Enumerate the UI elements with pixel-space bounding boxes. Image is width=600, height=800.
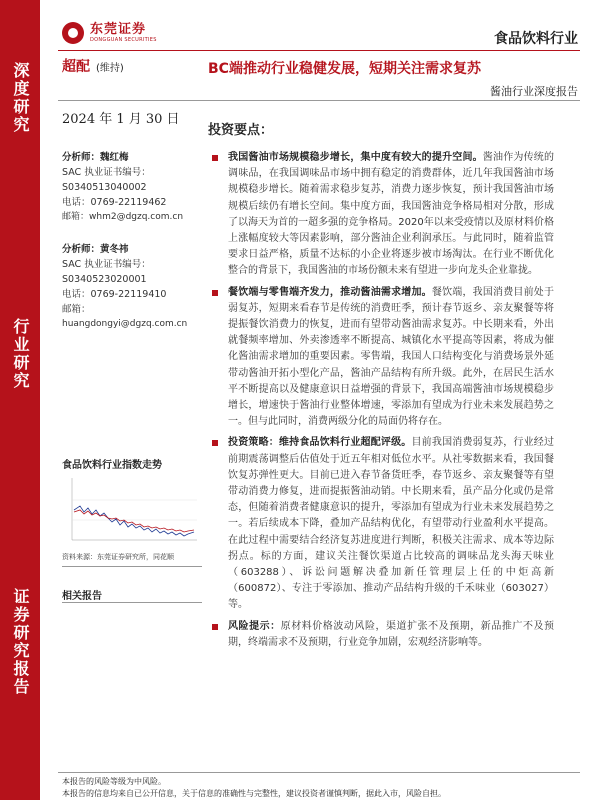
point-text: 餐饮端，我国消费目前处于弱复苏，短期来看春节是传统的消费旺季，预计春节返乡、亲友聚餐等将提振餐饮消费力的恢复，进而有望带动酱油需求复苏。中长期来看，外出就餐频率增加、外卖渗透率不断提高、城镇化水平提高等因素，将成为催化酱油需求增加的重要因素。零售端，我国人口结构变化与消费场景外延带动酱油开拓小型化产品，酱油产品结构有所升级。此外，在居民生活水平不断提高以及健康意识日益增强的背景下，我国高端酱油市场规模稳步增长，增速快于酱油行业整体增速，零添加有望成为行业未来发展趋势之一。但与此同时，消费两级分化的局面仍将存在。 — [228, 286, 555, 428]
invest-point — [208, 435, 554, 613]
side-label-industry-research: 行业研究 — [11, 318, 30, 390]
title-rule — [58, 100, 580, 101]
report-type: 酱油行业深度报告 — [490, 85, 578, 98]
bullet-icon — [212, 155, 218, 161]
analyst-email[interactable]: huangdongyi@dgzq.com.cn — [62, 319, 188, 329]
invest-points — [208, 150, 554, 656]
report-date: 2024 年 1 月 30 日 — [62, 112, 180, 127]
point-lead: 风险提示： — [228, 620, 281, 632]
invest-point — [208, 285, 554, 431]
header-rule — [58, 50, 580, 51]
analyst-cert-label: SAC 执业证书编号： — [62, 167, 151, 178]
brand-name-cn: 东莞证券 — [90, 21, 147, 37]
analyst-card — [62, 150, 202, 225]
bullet-icon — [212, 290, 218, 296]
analyst-phone: 电话：0769-22119462 — [62, 197, 167, 208]
brand-name-en: DONGGUAN SECURITIES — [90, 36, 157, 43]
analyst-email-label: 邮箱： — [62, 304, 91, 315]
brand-logo-icon — [62, 22, 84, 44]
chart-source: 资料来源：东莞证券研究所，同花顺 — [62, 553, 174, 561]
analyst-name: 魏红梅 — [100, 152, 129, 163]
analyst-phone: 电话：0769-22119410 — [62, 289, 167, 300]
rating-note: (维持) — [96, 63, 124, 74]
side-label-securities-report: 证券研究报告 — [11, 588, 30, 696]
chart-series-industry — [74, 506, 194, 536]
point-lead: 我国酱油市场规模稳步增长，集中度有较大的提升空间。 — [228, 152, 483, 163]
industry-label: 食品饮料行业 — [494, 31, 578, 47]
index-trend-chart — [62, 470, 202, 552]
analyst-cert: S0340523020001 — [62, 274, 147, 285]
bullet-icon — [212, 624, 218, 630]
footer-risk-level: 本报告的风险等级为中风险。 — [62, 777, 166, 786]
invest-point — [208, 619, 554, 651]
point-lead: 投资策略：维持食品饮料行业超配评级。 — [228, 437, 412, 449]
analyst-cert: S0340513040002 — [62, 182, 147, 193]
analyst-email[interactable]: whm2@dgzq.com.cn — [89, 212, 184, 222]
point-text: 酱油作为传统的调味品，在我国调味品市场中拥有稳定的消费群体，近几年我国酱油市场规模稳步增长。随着需求稳步复苏，消费力逐步恢复，预计我国酱油市场规模后续仍有增长空间。集中度方面，我国酱油竞争格局相对分散，形成了以海天为首的一超多强的竞争格局。2020年以来受疫情以及原材料价格上涨幅度较大等因素影响，部分酱油企业利润承压。与此同时，随着监管要求日益严格，质量不达标的小企业将逐步被市场淘汰。在行业不断优化整合的背景下，我国酱油的市场份额未来有望进一步向龙头企业靠拢。 — [228, 152, 555, 277]
footer-disclaimer: 本报告的信息均来自已公开信息，关于信息的准确性与完整性，建议投资者谨慎判断，据此入市，风险自担。 — [62, 789, 446, 798]
rating — [62, 56, 124, 76]
bullet-icon — [212, 440, 218, 446]
invest-heading: 投资要点： — [208, 123, 274, 138]
related-reports-heading: 相关报告 — [62, 591, 102, 602]
report-title: BC端推动行业稳健发展，短期关注需求复苏 — [208, 61, 481, 77]
brand-logo — [62, 22, 157, 44]
analyst-name-label: 分析师： — [62, 152, 101, 163]
related-rule — [62, 602, 202, 603]
side-label-deep-research: 深度研究 — [11, 62, 30, 134]
analyst-name-label: 分析师： — [62, 244, 101, 255]
footer — [62, 776, 582, 800]
footer-rule — [58, 772, 580, 773]
point-text: 目前我国消费弱复苏，行业经过前期震荡调整后估值处于近五年相对低位水平。从社零数据来看，我国餐饮复苏弹性更大。目前已进入春节备货旺季，春节返乡、亲友聚餐等有望带动消费力修复，进而提振酱油动销。中长期来看，虽产品分化或仍是常态，但随着消费者健康意识的提升，零添加有望成为行业未来发展趋势之一。若后续成本下降，叠加产品结构优化，有望带动行业盈利水平提高。在此过程中需要结合经济复苏进度进行判断，积极关注需求、成本等边际拐点。标的方面，建议关注餐饮渠道占比较高的调味品龙头海天味业（603288）、诉讼问题解决叠加新任管理层上任的中炬高新（600872）、专注于零添加、推动产品结构升级的千禾味业（603027）等。 — [228, 437, 555, 611]
point-text: 原材料价格波动风险，渠道扩张不及预期，新品推广不及预期，终端需求不及预期，行业竞争加剧，宏观经济影响等。 — [228, 620, 555, 648]
analyst-cert-label: SAC 执业证书编号： — [62, 259, 151, 270]
rating-value: 超配 — [62, 59, 90, 75]
point-lead: 餐饮端与零售端齐发力，推动酱油需求增加。 — [228, 286, 432, 298]
analyst-email-label: 邮箱： — [62, 212, 90, 222]
chart-rule — [62, 566, 202, 567]
analyst-card — [62, 242, 202, 332]
chart-title: 食品饮料行业指数走势 — [62, 460, 162, 471]
analyst-name: 黄冬祎 — [100, 244, 129, 255]
invest-point — [208, 150, 554, 280]
